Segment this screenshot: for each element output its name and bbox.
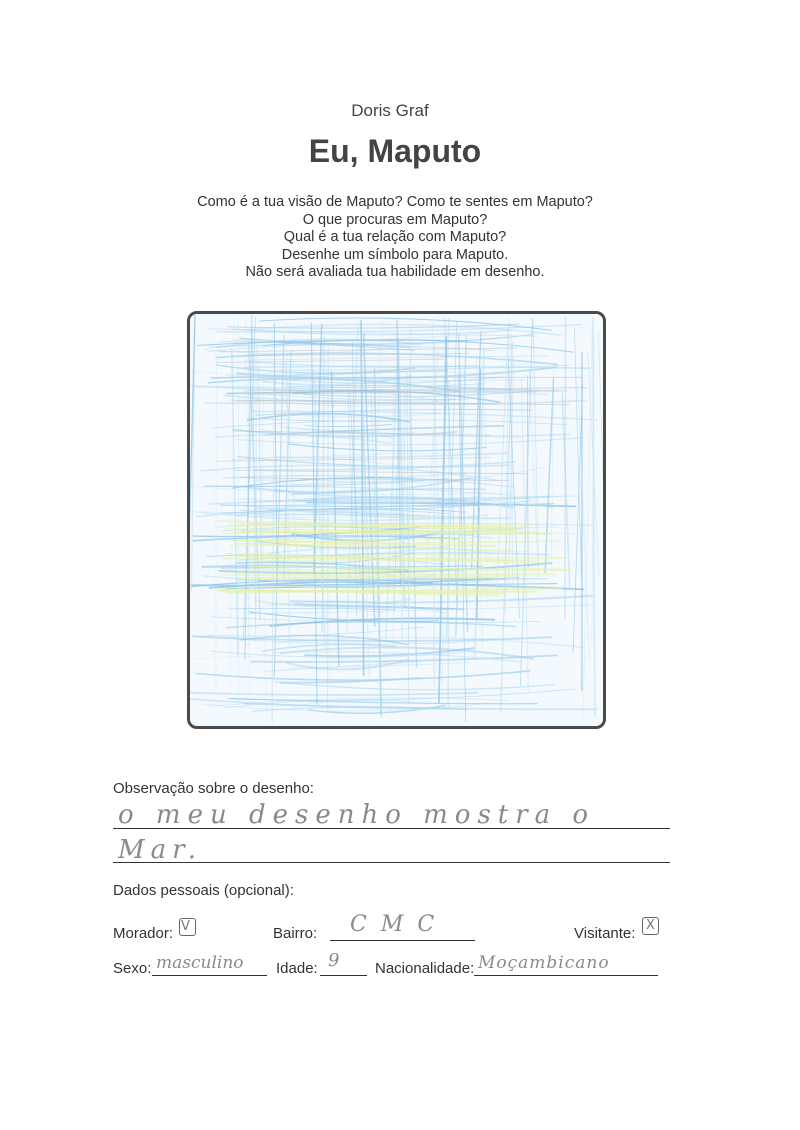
sex-label: Sexo:	[113, 960, 152, 977]
sex-value[interactable]: masculino	[156, 953, 244, 973]
visitor-check-mark: X	[646, 918, 655, 933]
age-line	[320, 975, 367, 976]
neighborhood-value[interactable]: CMC	[350, 912, 449, 937]
questions-block	[0, 194, 790, 282]
nationality-line	[474, 975, 658, 976]
resident-check-mark: V	[181, 919, 190, 934]
question-line: Qual é a tua relação com Maputo?	[283, 229, 507, 245]
age-value[interactable]: 9	[328, 950, 342, 971]
visitor-label: Visitante:	[574, 925, 636, 942]
question-line: O que procuras em Maputo?	[302, 211, 488, 228]
resident-label: Morador:	[113, 925, 174, 942]
nationality-value[interactable]: Moçambicano	[478, 953, 610, 973]
question-line: Desenhe um símbolo para Maputo.	[281, 246, 509, 263]
age-label: Idade:	[276, 960, 318, 977]
observation-handwriting-1: o meu desenho mostra o	[118, 800, 596, 830]
crayon-scribble-drawing	[190, 314, 603, 726]
question-line: Não será avaliada tua habilidade em desenho.	[245, 264, 545, 280]
resident-checkbox[interactable]	[179, 918, 196, 936]
page-title: Eu, Maputo	[308, 133, 482, 169]
neighborhood-label: Bairro:	[273, 925, 318, 942]
sex-line	[152, 975, 267, 976]
question-line: Como é a tua visão de Maputo? Como te sentes em Maputo?	[197, 194, 593, 210]
neighborhood-line	[330, 940, 475, 941]
author-name: Doris Graf	[351, 101, 429, 120]
visitor-checkbox[interactable]	[642, 917, 659, 935]
drawing-box	[187, 311, 606, 729]
nationality-label: Nacionalidade:	[375, 960, 475, 977]
observation-label: Observação sobre o desenho:	[113, 780, 314, 797]
observation-handwriting-2: Mar.	[118, 835, 202, 865]
personal-data-label: Dados pessoais (opcional):	[113, 882, 294, 899]
